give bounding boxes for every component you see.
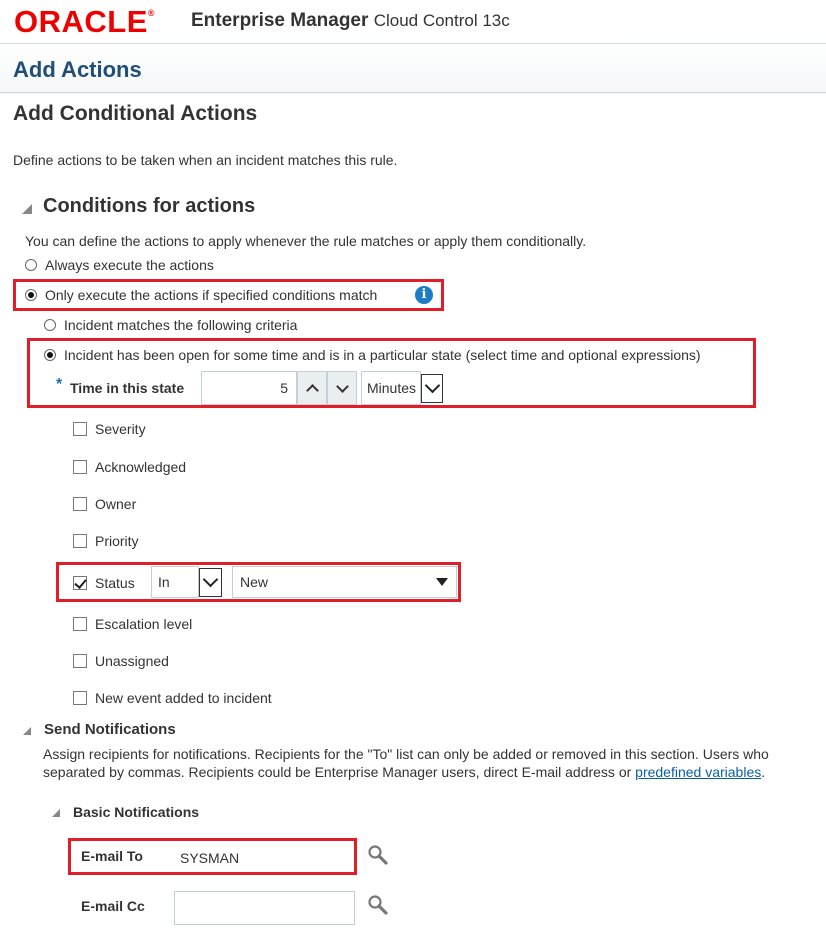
- basic-notifications-heading: Basic Notifications: [73, 804, 200, 820]
- checkbox-new-event-label: New event added to incident: [95, 690, 272, 706]
- email-to-input[interactable]: SYSMAN: [174, 843, 353, 872]
- collapse-triangle-icon[interactable]: [23, 727, 31, 735]
- title-divider: [0, 92, 826, 93]
- app-title: [191, 10, 510, 32]
- chevron-down-icon: [203, 572, 219, 588]
- checkbox-escalation-level-label: Escalation level: [95, 616, 193, 632]
- status-operator-select[interactable]: In: [151, 566, 199, 598]
- checkbox-severity-label: Severity: [95, 421, 146, 437]
- checkbox-severity[interactable]: [73, 422, 87, 436]
- checkbox-new-event[interactable]: [73, 691, 87, 705]
- status-value-select[interactable]: New: [232, 566, 457, 598]
- product-name: Enterprise Manager: [191, 10, 369, 31]
- conditions-heading: Conditions for actions: [43, 195, 256, 217]
- email-cc-input[interactable]: [174, 891, 355, 925]
- dropdown-arrow-icon[interactable]: [436, 578, 448, 586]
- conditions-intro: You can define the actions to apply whenever the rule matches or apply them conditionally.: [25, 233, 587, 249]
- status-operator-dropdown-button[interactable]: [199, 568, 222, 597]
- chevron-down-icon: [425, 378, 441, 394]
- time-unit-select[interactable]: Minutes: [361, 371, 421, 405]
- radio-time-in-state-label: Incident has been open for some time and is in a particular state (select time and optional expressions): [64, 347, 701, 363]
- info-icon[interactable]: i: [415, 286, 433, 304]
- checkbox-owner-label: Owner: [95, 496, 137, 512]
- collapse-triangle-icon[interactable]: [22, 204, 32, 214]
- time-value-input[interactable]: 5: [201, 371, 297, 405]
- page-subtitle: Add Conditional Actions: [13, 102, 258, 125]
- radio-matches-criteria[interactable]: [44, 319, 56, 331]
- checkbox-status-label: Status: [95, 575, 135, 591]
- email-cc-label: E-mail Cc: [81, 898, 145, 914]
- notifications-desc-line2: [43, 764, 765, 780]
- checkbox-priority[interactable]: [73, 534, 87, 548]
- required-asterisk: *: [56, 376, 63, 393]
- email-to-label: E-mail To: [81, 848, 143, 864]
- radio-matches-criteria-label: Incident matches the following criteria: [64, 317, 298, 333]
- product-version: Cloud Control 13c: [373, 11, 510, 30]
- oracle-logo: ORACLE®: [14, 4, 156, 39]
- notifications-desc-text: separated by commas. Recipients could be Enterprise Manager users, direct E-mail address or: [43, 764, 636, 780]
- checkbox-escalation-level[interactable]: [73, 617, 87, 631]
- radio-conditional-execute[interactable]: [25, 289, 37, 301]
- radio-always-execute[interactable]: [25, 259, 37, 271]
- chevron-up-icon: [306, 384, 319, 397]
- predefined-variables-link[interactable]: predefined variables: [635, 764, 762, 780]
- page-description: Define actions to be taken when an incident matches this rule.: [13, 152, 398, 168]
- time-increment-button[interactable]: [297, 371, 327, 405]
- search-icon[interactable]: [367, 844, 389, 866]
- radio-time-in-state[interactable]: [44, 349, 56, 361]
- notifications-desc-end: .: [761, 764, 766, 780]
- checkbox-priority-label: Priority: [95, 533, 139, 549]
- checkbox-acknowledged[interactable]: [73, 460, 87, 474]
- time-in-state-label: Time in this state: [70, 380, 185, 396]
- time-unit-dropdown-button[interactable]: [421, 374, 443, 403]
- search-icon[interactable]: [367, 894, 389, 916]
- time-decrement-button[interactable]: [327, 371, 357, 405]
- checkbox-unassigned[interactable]: [73, 654, 87, 668]
- radio-always-execute-label: Always execute the actions: [45, 257, 214, 273]
- checkbox-acknowledged-label: Acknowledged: [95, 459, 187, 475]
- checkbox-status[interactable]: [73, 576, 87, 590]
- collapse-triangle-icon[interactable]: [52, 809, 60, 817]
- radio-conditional-execute-label: Only execute the actions if specified conditions match: [45, 287, 378, 303]
- checkbox-owner[interactable]: [73, 497, 87, 511]
- chevron-down-icon: [336, 380, 349, 393]
- checkbox-unassigned-label: Unassigned: [95, 653, 169, 669]
- page-title: Add Actions: [13, 57, 142, 82]
- notifications-heading: Send Notifications: [44, 721, 176, 738]
- notifications-desc-line1: Assign recipients for notifications. Recipients for the "To" list can only be added or removed in this section. Users who: [43, 746, 769, 762]
